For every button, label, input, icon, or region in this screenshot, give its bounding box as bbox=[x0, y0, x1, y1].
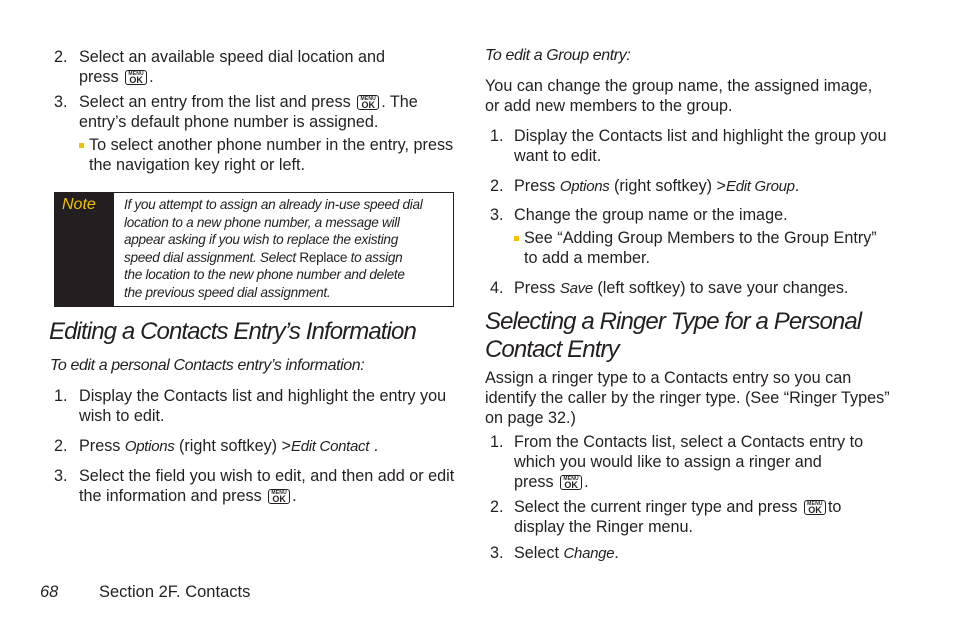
heading-ringer-type: Selecting a Ringer Type for a Personal Contact Entry bbox=[485, 308, 862, 363]
save-softkey: Save bbox=[559, 280, 593, 297]
note-box bbox=[54, 192, 454, 307]
change-option: Change bbox=[563, 545, 615, 562]
menu-ok-key-icon: MENU OK bbox=[268, 489, 290, 504]
subheading-edit-personal: To edit a personal Contacts entry’s information: bbox=[50, 357, 365, 374]
menu-ok-key-icon: MENU OK bbox=[804, 500, 826, 515]
edit-contact-option: Edit Contact bbox=[291, 438, 370, 455]
options-softkey: Options bbox=[124, 438, 175, 455]
heading-editing-entry: Editing a Contacts Entry’s Information bbox=[49, 318, 416, 345]
section-title: Section 2F. Contacts bbox=[99, 583, 251, 601]
bullet-square-icon bbox=[514, 236, 519, 241]
edit-group-option: Edit Group bbox=[726, 178, 795, 195]
menu-ok-key-icon: MENU OK bbox=[125, 70, 147, 85]
group-intro: You can change the group name, the assigned image, or add new members to the group. bbox=[485, 77, 873, 115]
bullet-square-icon bbox=[79, 143, 84, 148]
replace-option: Replace bbox=[299, 249, 348, 265]
menu-ok-key-icon: MENU OK bbox=[357, 95, 379, 110]
note-text: If you attempt to assign an already in-use speed dial location to a new phone number, a message will appear asking if you wish to replace the existing speed dial assignment. Select Replace to assign the location to the new phone number and delete the previous speed dial assignment. bbox=[124, 197, 423, 300]
ringer-intro: Assign a ringer type to a Contacts entry so you can identify the caller by the ringer type. (See “Ringer Types” on page 32.) bbox=[485, 369, 890, 427]
subheading-edit-group: To edit a Group entry: bbox=[485, 47, 631, 64]
note-label: Note bbox=[62, 196, 96, 213]
options-softkey: Options bbox=[559, 178, 610, 195]
page-number: 68 bbox=[40, 583, 59, 601]
note-label-bar bbox=[55, 193, 114, 306]
menu-ok-key-icon: MENU OK bbox=[560, 475, 582, 490]
